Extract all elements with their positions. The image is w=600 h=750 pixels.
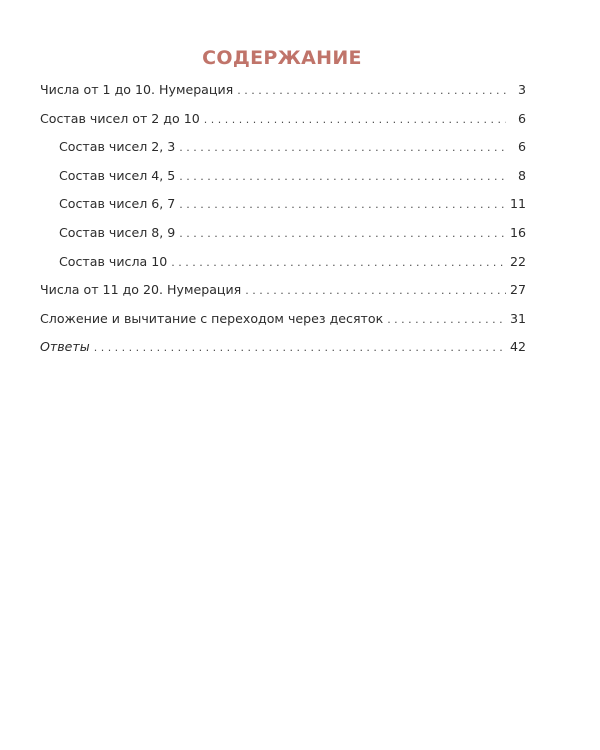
toc-entry-numbers-1-10[interactable]: [40, 76, 526, 105]
toc-entry-label: Числа от 1 до 10. Нумерация: [40, 82, 234, 97]
toc-entry-addition-subtraction[interactable]: [40, 305, 526, 334]
toc-entry-page: 16: [509, 224, 526, 240]
toc-entry-page: 22: [509, 253, 526, 269]
toc-entry-page: 11: [509, 196, 526, 212]
toc-entry-composition-10[interactable]: [40, 248, 526, 277]
dot-leader: [94, 334, 506, 363]
toc-entry-page: 3: [517, 82, 526, 97]
dot-leader: [171, 249, 506, 278]
toc-entry-composition-6-7[interactable]: [40, 190, 526, 219]
toc-entry-label: Ответы: [40, 339, 90, 355]
toc-entry-numbers-11-20[interactable]: [40, 276, 526, 305]
toc-entry-label: Состав числа 10: [59, 253, 168, 269]
toc-entry-label: Состав чисел от 2 до 10: [40, 110, 200, 126]
toc-entry-page: 42: [509, 339, 526, 355]
toc-entry-label: Состав чисел 8, 9: [59, 224, 176, 240]
toc-entry-page: 31: [509, 310, 526, 326]
toc-entry-label: Состав чисел 2, 3: [59, 139, 176, 155]
table-of-contents: [40, 76, 526, 362]
toc-entry-label: Числа от 11 до 20. Нумерация: [40, 282, 242, 298]
dot-leader: [179, 191, 506, 220]
toc-entry-page: 6: [517, 110, 526, 126]
toc-entry-page: 8: [517, 167, 526, 183]
toc-entry-composition-4-5[interactable]: [40, 162, 526, 191]
toc-entry-page: 27: [509, 282, 526, 298]
toc-entry-composition-2-10[interactable]: [40, 105, 526, 134]
toc-entry-label: Состав чисел 6, 7: [59, 196, 176, 212]
toc-entry-label: Сложение и вычитание с переходом через десяток: [40, 310, 384, 326]
dot-leader: [179, 134, 506, 163]
toc-entry-composition-8-9[interactable]: [40, 219, 526, 248]
dot-leader: [387, 306, 506, 335]
dot-leader: [179, 163, 506, 192]
page-title: СОДЕРЖАНИЕ: [202, 46, 362, 69]
toc-entry-answers[interactable]: [40, 333, 526, 362]
toc-entry-page: 6: [517, 139, 526, 155]
toc-entry-composition-2-3[interactable]: [40, 133, 526, 162]
dot-leader: [245, 277, 506, 306]
toc-entry-label: Состав чисел 4, 5: [59, 167, 176, 183]
dot-leader: [179, 220, 506, 249]
dot-leader: [237, 77, 506, 106]
dot-leader: [204, 106, 506, 135]
